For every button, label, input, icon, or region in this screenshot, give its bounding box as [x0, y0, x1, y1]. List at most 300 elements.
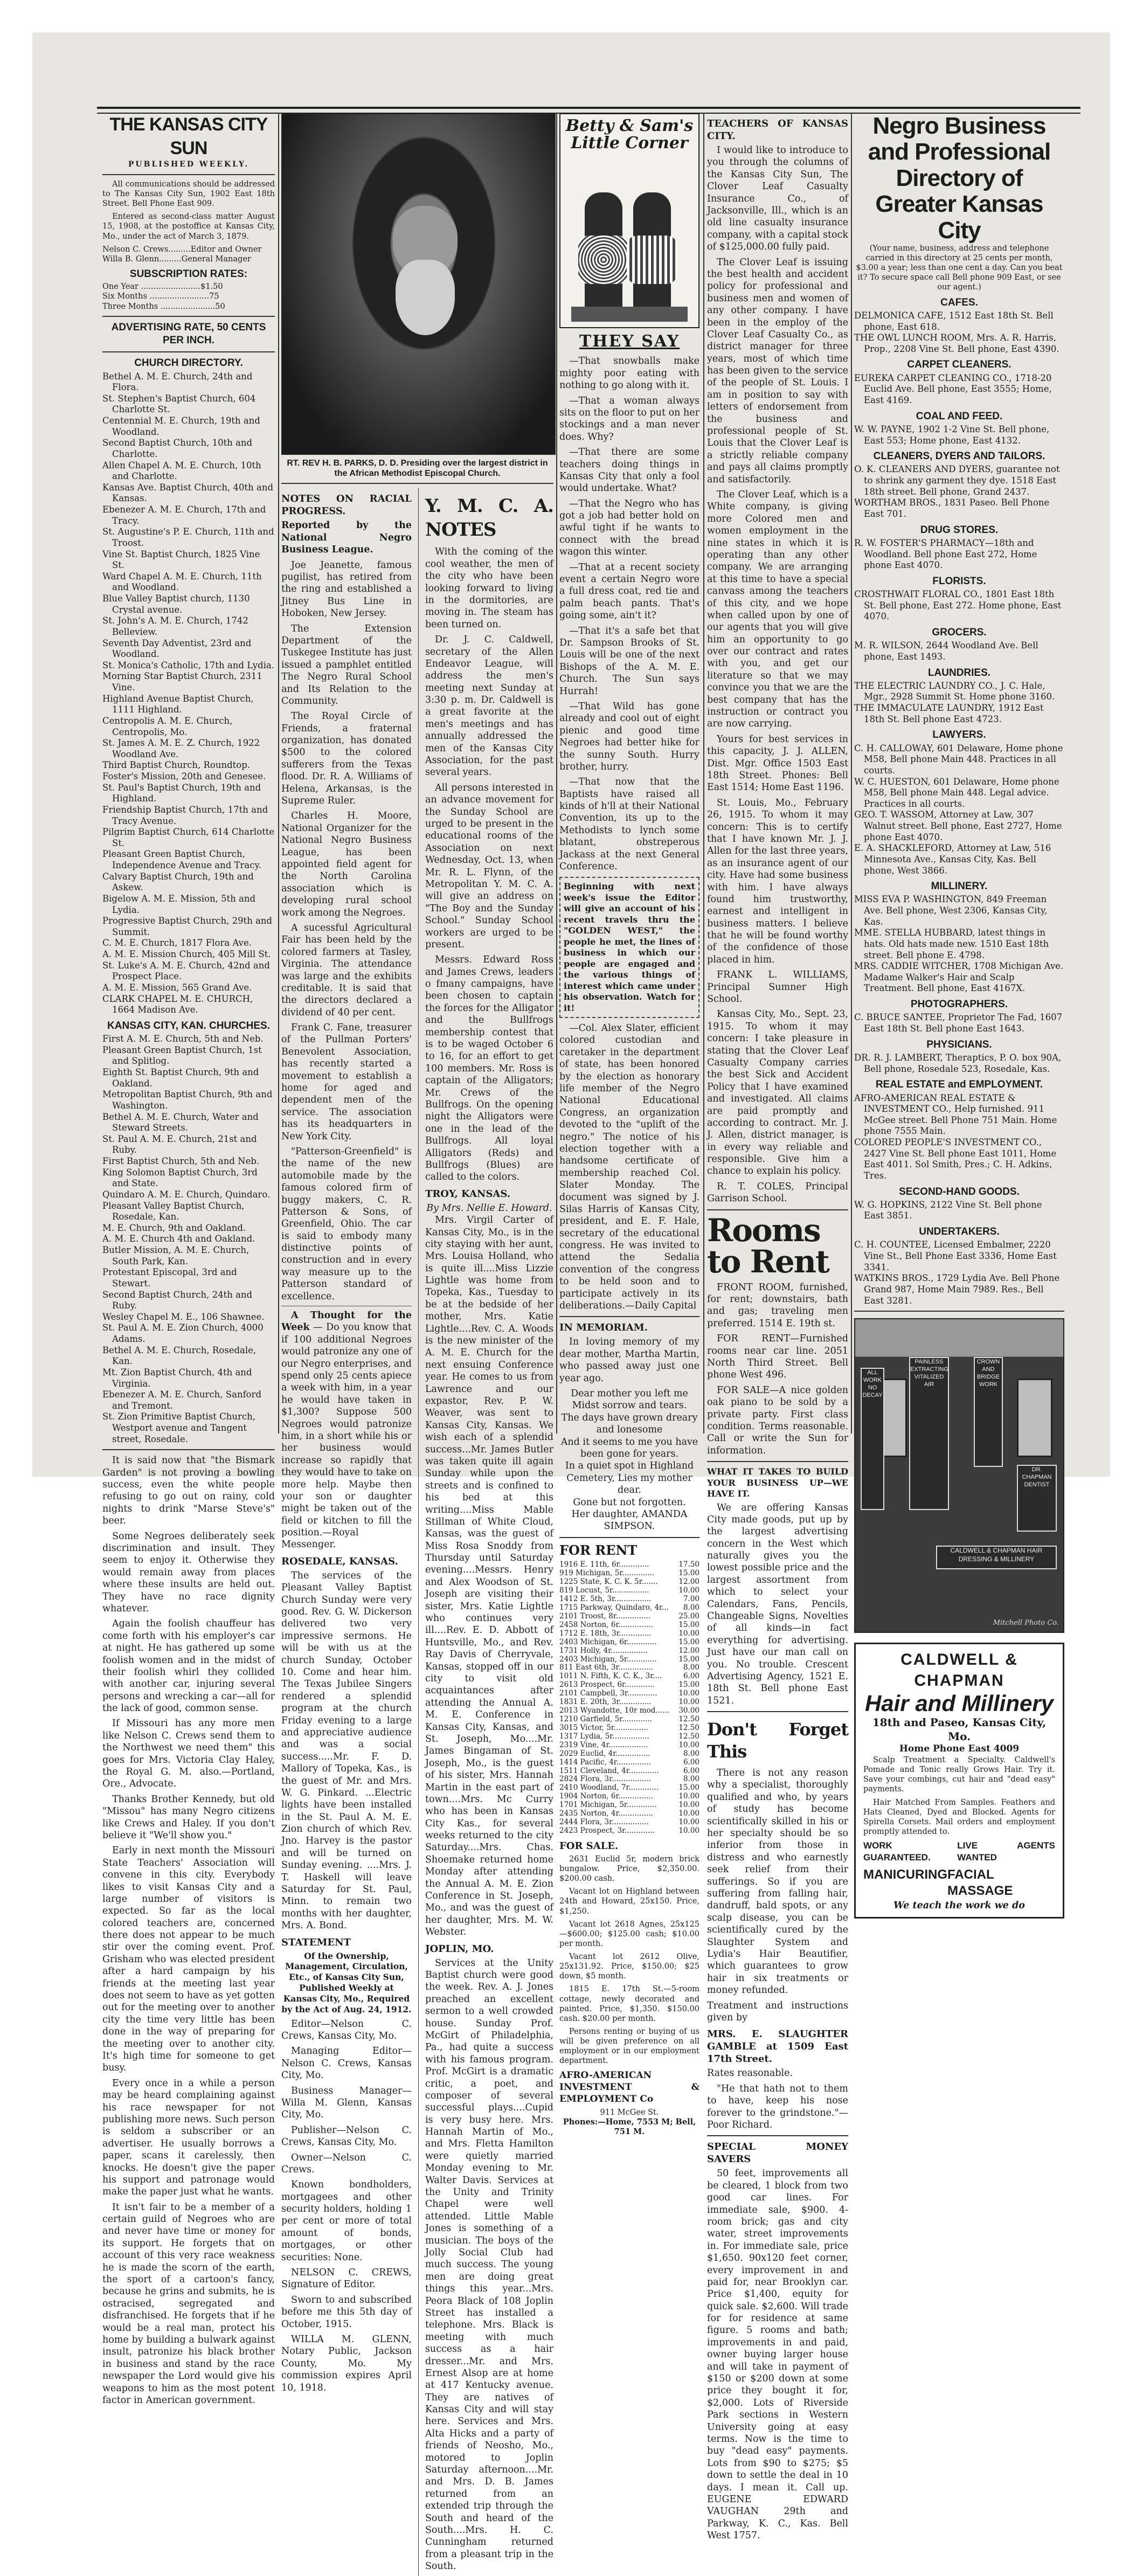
for-sale-item: Vacant lot 2618 Agnes, 25x125—$600.00; $125.00 cash; $10.00 per month.: [559, 1920, 699, 1948]
rent-address: 1831 E. 20th, 3r..............: [559, 1698, 652, 1707]
statement-line: Business Manager—Willa M. Glenn, Kansas City, Mo.: [281, 2085, 412, 2121]
thought-text: A Thought for the Week — Do you know that if 100 additional Negroes would patronize any one of our Negro enterprises, and spend only 25 cents apiece a week with him, in a year he would have taken in $1,300? Suppose 500 Negroes would patronize him, in a short while his or her business would increase so rapidly that they would have to take on more help. Maybe then your son or daughter might be taken out of the field or kitchen to fill the position.—Royal Messenger.: [281, 1310, 412, 1550]
ad-line: Hair and Millinery: [864, 1690, 1054, 1716]
statement-list: [281, 2018, 412, 2394]
church-entry: Pleasant Green Baptist Church, 1st and Splitlog.: [102, 1044, 262, 1067]
church-entry: Seventh Day Adventist, 23rd and Woodland.: [102, 638, 252, 660]
church-entry: Vine St. Baptist Church, 1825 Vine St.: [102, 549, 260, 571]
memoriam-heading: IN MEMORIAM.: [559, 1322, 648, 1334]
directory-category: REAL ESTATE and EMPLOYMENT.: [875, 1079, 1043, 1091]
divider: [559, 1537, 699, 1538]
rent-price: 12.50: [678, 1732, 699, 1741]
dont-forget-text: There is not any reason why a specialist, thoroughly qualified and who, by years of study has become scientifically skilled in his or her specialty should be so inferior from those in distress and who earnestly seek relief from their sufferings. So if you are suffering from falling hair, dandruff, bald spots, or any scalp disease, you can be scientifically cured by the Slaughter System and Lydia's Hair Beautifier, which guarantees to grow hair in six treatments or money refunded.: [707, 1768, 848, 1996]
rent-row: [559, 1715, 699, 1724]
ad-text-2: Hair Matched From Samples. Feathers and Hats Cleaned, Dyed and Blocked. Agents for Spirella Corsets. Mail orders and employment promptly attended to.: [863, 1798, 1055, 1836]
rent-row: [559, 1792, 699, 1801]
statement-heading: STATEMENT: [281, 1936, 351, 1948]
teachers-paragraph: R. T. COLES, Principal Garrison School.: [707, 1181, 848, 1204]
rent-price: 8.00: [683, 1663, 699, 1672]
rent-price: 15.00: [678, 1637, 699, 1646]
for-sale-heading: FOR SALE.: [559, 1840, 619, 1852]
rooms-heading: Rooms to Rent: [707, 1211, 829, 1280]
room-listing: FRONT ROOM, furnished, for rent; downstairs, bath and gas; traveling men preferred. 1514 E. 19th st.: [707, 1282, 848, 1329]
ad-agents: LIVE AGENTS WANTED: [957, 1840, 1055, 1862]
directory-entry: MISS EVA P. WASHINGTON, 849 Freeman Ave. Bell phone, West 2306, Kansas City, Kas.: [854, 894, 1048, 927]
rate-3: Three Months ......................50: [102, 302, 225, 311]
church-entry: St. Stephen's Baptist Church, 604 Charlotte St.: [102, 393, 256, 415]
rent-row: [559, 1630, 699, 1638]
church-entry: A. M. E. Mission Church, 405 Mill St.: [102, 949, 271, 960]
column-rule: [703, 113, 704, 1434]
they-say-heading: THEY SAY: [579, 332, 680, 351]
divider: [854, 1311, 1064, 1312]
masthead-title: THE KANSAS CITY SUN: [109, 114, 268, 158]
teachers-paragraph: FRANK L. WILLIAMS, Principal Sumner High School.: [707, 970, 848, 1005]
rent-address: 2029 Euclid, 4r...............: [559, 1749, 650, 1758]
ad-row: [863, 1840, 1055, 1864]
statement-sub: Of the Ownership, Management, Circulation, Etc., of Kansas City Sun, Published Weekly at Kansas City, Mo., Required by the Act of Aug. 24, 1912.: [281, 1950, 412, 2014]
church-entry: Foster's Mission, 20th and Genesee.: [102, 771, 266, 782]
directory-entry: WATKINS BROS., 1729 Lydia Ave. Bell Phone Grand 987, Home Main 7989. Res., Bell East 3281.: [854, 1273, 1060, 1306]
divider: [102, 351, 275, 352]
they-say-item: —That now that the Baptists have raised all kinds of h'll at their National Convention, its up to the Methodists to lynch some blatant, obstreperous Jackass at the next General Conference.: [559, 777, 699, 872]
directory-entry: MRS. CADDIE WITCHER, 1708 Michigan Ave. Madame Walker's Hair and Scalp Treatment. Bell phone, East 4167X.: [854, 961, 1064, 994]
storefront-sign: CALDWELL & CHAPMAN HAIR DRESSING & MILLINERY: [936, 1546, 1057, 1569]
church-entry: Pleasant Green Baptist Church, Independence Avenue and Tracy.: [102, 849, 261, 871]
ad-phone: Home Phone East 4009: [899, 1743, 1020, 1755]
rent-address: 2435 Norton, 4r...............: [559, 1809, 653, 1818]
rent-price: 6.00: [683, 1766, 699, 1775]
ad-guarantee: WORK GUARANTEED.: [863, 1840, 931, 1862]
ad-manicuring: MANICURING: [863, 1867, 947, 1882]
notes-paragraph: The Extension Department of the Tuskegee Institute has just issued a pamphlet entitled The Negro Rural School and Its Relation to the Community.: [281, 623, 412, 707]
poor-richard-quote: "He that hath not to them to have, keep his nose forever to the grindstone."—Poor Richard.: [707, 2083, 848, 2130]
rosedale-text: The services of the Pleasant Valley Baptist Church Sunday were very good. Rev. G. W. Dickerson delivered two very impressive sermons. He will be with us at the church Sunday, October 10. Come and hear him. The Texas Jubilee Singers rendered a splendid program at the church Friday evening to a large and appreciative audience and was a social success.....Mr. F. D. Mallory of Topeka, Kas., is the guest of Mr. and Mrs. W. G. Pinkard. ...Electric lights have been installed in the St. Paul A. M. E. Zion church of which Rev. Jno. Harvey is the pastor and will be turned on Sunday evening. ....Mrs. J. T. Haskell will leave Saturday for St. Paul, Minn. to remain two months with her daughter, Mrs. A. Bond.: [281, 1570, 412, 1931]
column-rule: [556, 113, 557, 1434]
they-say-item: —That snowballs make mighty poor eating with nothing to go along with it.: [559, 356, 699, 391]
divider: [102, 174, 275, 175]
divider: [707, 1209, 848, 1210]
cartoon-boy: [633, 192, 671, 311]
church-entry: C. M. E. Church, 1817 Flora Ave.: [102, 938, 252, 948]
church-entry: Ebenezer A. M. E. Church, Sanford and Tremont.: [102, 1389, 262, 1411]
ad-text: Scalp Treatment a Specialty. Caldwell's Pomade and Tonic really Grows Hair. Try it. Save your combings, cut hair and "dead easy" payments.: [863, 1756, 1055, 1794]
rent-address: 2013 Wyandotte, 10r mod......: [559, 1706, 670, 1715]
rent-address: 819 Locust, 5r................: [559, 1586, 649, 1595]
dentist-sign: CROWN AND BRIDGE WORK: [974, 1357, 1003, 1467]
church-entry: Metropolitan Baptist Church, 9th and Washington.: [102, 1089, 273, 1111]
church-entry: Second Baptist Church, 10th and Charlotte.: [102, 438, 253, 459]
they-say-item: —That the Negro who has got a job had better hold on awful tight if he wants to connect with the bread wagon this winter.: [559, 498, 699, 558]
for-rent-heading: FOR RENT: [559, 1542, 638, 1558]
church-entry: Calvary Baptist Church, 19th and Askew.: [102, 871, 254, 893]
thought-body: Do you know that if 100 additional Negroes would patronize any one of our Negro enterprises, and spend only 25 cents apiece a week with him, in a year he would have taken in $1,300? Suppose 500 Negroes would patronize him, in a short while his or her business would increase so rapidly that they would have to take on more help. Maybe then your son or daughter might be taken out of the field or kitchen to fill the position.—Royal Messenger.: [281, 1322, 412, 1550]
rent-row: [559, 1656, 699, 1664]
column-3: [559, 113, 699, 2137]
church-entry: Progressive Baptist Church, 29th and Summit.: [102, 916, 273, 937]
church-entry: St. James A. M. E. Z. Church, 1922 Woodland Ave.: [102, 738, 260, 759]
rent-address: 1511 Cleveland, 4r.............: [559, 1766, 659, 1775]
notes-paragraph: The Royal Circle of Friends, a fraternal organization, has donated $500 to the colored sufferers from the Texas flood. Dr. R. A. Williams of Helena, Arkansas, is the Supreme Ruler.: [281, 711, 412, 807]
directory-category: UNDERTAKERS.: [919, 1226, 1000, 1238]
they-say-item: —That Wild has gone already and cool out of eight pienic and good time Negroes had better hike for the sunny South. Hurry brother, hurry.: [559, 701, 699, 772]
directory-category: CLEANERS, DYERS AND TAILORS.: [873, 451, 1045, 462]
divider: [559, 1316, 699, 1317]
rent-address: 811 East 6th, 3r...............: [559, 1663, 653, 1672]
column-4: [707, 113, 848, 2545]
rent-row: [559, 1578, 699, 1587]
rent-row: [559, 1750, 699, 1758]
directory-category: GROCERS.: [932, 626, 987, 638]
divider: [102, 1449, 275, 1450]
ymca-paragraph: Dr. J. C. Caldwell, secretary of the Allen Endeavor League, will address the men's meeting next Sunday at 3:30 p. m. Dr. Caldwell is a great favorite at the men's meetings and has annually addressed the men of the Kansas City Association, for the past several years.: [425, 634, 553, 778]
thought-heading: A Thought for the Week: [281, 1310, 412, 1333]
building-window: [1017, 1379, 1052, 1457]
rent-price: 10.00: [678, 1629, 699, 1638]
church-entry: Bethel A. M. E. Church, 24th and Flora.: [102, 371, 253, 393]
church-entry: Pilgrim Baptist Church, 614 Charlotte St.: [102, 827, 275, 848]
rent-price: 10.00: [678, 1740, 699, 1749]
directory-entry: C. BRUCE SANTEE, Proprietor The Fad, 1607 East 18th St. Bell phone East 1643.: [854, 1012, 1063, 1034]
photo-credit: Mitchell Photo Co.: [993, 1618, 1059, 1627]
portrait-caption: RT. REV H. B. PARKS, D. D. Presiding over the largest district in the African Methodist Episcopal Church.: [287, 459, 548, 479]
rent-address: 1225 State, K. C. K. 5r.......: [559, 1577, 658, 1587]
rent-price: 8.00: [683, 1603, 699, 1612]
church-entry: St. Paul A. M. E. Church, 21st and Ruby.: [102, 1133, 257, 1155]
rent-price: 10.00: [678, 1826, 699, 1835]
church-entry: A. M. E. Church 4th and Oakland.: [102, 1234, 255, 1244]
company-phones: Phones:—Home, 7553 M; Bell, 751 M.: [563, 2117, 696, 2136]
rent-row: [559, 1724, 699, 1733]
portrait-photo: [281, 113, 556, 455]
directory-entry: C. H. COUNTEE, Licensed Embalmer, 2220 Vine St., Bell Phone East 3336, Home East 3341.: [854, 1239, 1057, 1272]
notes-paragraph: Charles H. Moore, National Organizer for the National Negro Business League, has been appointed field agent for the North Carolina association which is developing rural school work among the Negroes.: [281, 811, 412, 918]
divider: [707, 1461, 848, 1462]
rent-price: 10.00: [678, 1801, 699, 1810]
memoriam-text: In loving memory of my dear mother, Martha Martin, who passed away just one year ago.: [559, 1337, 699, 1384]
treatment-line: Treatment and instructions given by: [707, 2000, 848, 2023]
rent-address: 1916 E. 11th, 6r.............: [559, 1560, 649, 1569]
rent-address: 2403 Michigan, 5r.............: [559, 1654, 657, 1664]
church-entry: St. Augustine's P. E. Church, 11th and Troost.: [102, 527, 274, 548]
cartoon-girl: [585, 192, 622, 311]
money-savers-text: 50 feet, improvements all be cleared, 1 block from two good car lines. For immediate sale, $900. 4-room brick; gas and city water, street improvements in. For immediate sale, price $1,650. 90x120 feet corner, every improvement in and paid for, near Brooklyn car. Price $1,400, equity for quick sale. $2,600. Will trade for for residence at same figure. 5 rooms and bath; improvements in and paid, owner buying larger house and will take in payment of $150 or $200 down at some price they bought it for, $2,000. Lots of Riverside Park sections in Western University going at easy terms. Now is the time to buy "dead easy" payments. Lots from $90 to $275; $5 down to settle the deal in 10 days. I mean it. Call up. EUGENE EDWARD VAUGHAN 29th and Parkway, K. C., Kas. Bell West 1757.: [707, 2168, 848, 2542]
newspaper-page: [32, 32, 1110, 2572]
church-entry: Blue Valley Baptist church, 1130 Crystal avenue.: [102, 593, 250, 615]
rent-price: 6.00: [683, 1672, 699, 1681]
rent-address: 1414 Pacific, 4r...............: [559, 1757, 652, 1767]
rent-row: [559, 1681, 699, 1689]
notes-paragraph: "Patterson-Greenfield" is the name of the new automobile made by the famous colored firm of buggy makers, C. R. Patterson & Sons, of Greenfield, Ohio. The car is said to embody many distinctive points of construction and in every way measure up to the Patterson standard of excellence.: [281, 1146, 412, 1302]
church-entry: St. Paul A. M. E. Zion Church, 4000 Adams.: [102, 1322, 264, 1344]
for-sale-item: 2631 Euclid 5r, modern brick bungalow. Price, $2,350.00. $200.00 cash.: [559, 1854, 699, 1883]
rent-price: 10.00: [678, 1698, 699, 1707]
rent-row: [559, 1638, 699, 1647]
for-sale-item: Persons renting or buying of us will be given preference on all employment or in our employment department.: [559, 2027, 699, 2066]
rent-price: 12.50: [678, 1723, 699, 1732]
directory-category: FLORISTS.: [932, 575, 986, 587]
directory-entry: DR. R. J. LAMBERT, Theraptics, P. O. box 90A, Bell phone, Rosedale 523, Rosedale, Kas.: [854, 1052, 1062, 1074]
rent-row: [559, 1561, 699, 1569]
masthead-editor: Nelson C. Crews.........Editor and Owner: [102, 245, 262, 254]
rent-price: 10.00: [678, 1818, 699, 1827]
directory-category: CAFES.: [940, 296, 978, 308]
memoriam-poem: [559, 1388, 699, 1533]
directory-entry: EUREKA CARPET CLEANING CO., 1718-20 Euclid Ave. Bell phone, East 3555; Home, East 4169.: [854, 372, 1052, 405]
teachers-paragraph: I would like to introduce to you through the columns of the Kansas City Sun, The Clover Leaf Casualty Insurance Co., of Jacksonville, Ill., which is an old line casualty insurance company, with a capital stock of $125,000.00 fully paid.: [707, 145, 848, 253]
they-say-item: —That there are some teachers doing things in Kansas City that only a fool would undertake. What?: [559, 447, 699, 494]
golden-west-notice: Beginning with next week's issue the Editor will give an account of his recent travels thru the "GOLDEN WEST," the people he met, the lines of business in which our people are engaged and the various things of interest which came under his observation. Watch for it!: [559, 877, 699, 1018]
directory-entry: AFRO-AMERICAN REAL ESTATE & INVESTMENT CO., Help furnished. 911 McGee street. Bell Phone 751 Main. Home phone 7555 Main.: [854, 1092, 1057, 1137]
teachers-paragraph: Kansas City, Mo., Sept. 23, 1915. To whom it may concern: I take pleasure in stating that the Clover Leaf Casualty Company carries the best Sick and Accident Policy that I have examined and investigated. All claims are paid promptly and according to contract. Mr. J. J. Allen, district manager, is in every way reliable and responsible. Give him a chance to explain his policy.: [707, 1009, 848, 1177]
church-entry: First Baptist Church, 5th and Neb.: [102, 1156, 260, 1166]
rent-row: [559, 1775, 699, 1784]
column-2: [281, 113, 553, 2576]
for-rent-list: [559, 1561, 699, 1836]
rent-price: 7.00: [683, 1595, 699, 1604]
rent-row: [559, 1647, 699, 1656]
rent-price: 10.00: [678, 1792, 699, 1801]
statement-line: Sworn to and subscribed before me this 5th day of October, 1915.: [281, 2294, 412, 2330]
rent-address: 2444 Flora, 3r................: [559, 1818, 649, 1827]
editorial-paragraph: Again the foolish chauffeur has come forth with his employer's car at night. He has gathered up some foolish women and in the midst of their foolish whirl they collided with another car, injuring several persons and wrecking a car—all for the lack of good, common sense.: [102, 1618, 275, 1714]
masthead-info: All communications should be addressed to The Kansas City Sun, 1902 East 18th Street. Bell Phone East 909.: [102, 179, 275, 209]
rent-row: [559, 1587, 699, 1595]
dentist-sign: PAINLESS EXTRACTING VITALIZED AIR: [909, 1357, 949, 1510]
column-2-split: [281, 488, 553, 2575]
rent-row: [559, 1621, 699, 1630]
church-entry: St. Paul's Baptist Church, 19th and Highland.: [102, 782, 261, 804]
rent-address: 1210 Garfield, 5r.............: [559, 1715, 652, 1723]
poem-line: Midst sorrow and tears.: [572, 1400, 687, 1411]
church-entry: Centennial M. E. Church, 19th and Woodland.: [102, 416, 260, 437]
portrait-beard: [396, 260, 455, 335]
editorial-paragraph: If Missouri has any more men like Nelson C. Crews send them to the Northwest we need them" this goes for Mrs. Victoria Clay Haley, the Royal G. M. also.—Portland, Ore., Advocate.: [102, 1718, 275, 1790]
they-say-item: —That it's a safe bet that Dr. Sampson Brooks of St. Louis will be one of the next Bishops of the A. M. E. Church. The Sun says Hurrah!: [559, 625, 699, 697]
church-entry: Bethel A. M. E. Church, Rosedale, Kan.: [102, 1345, 257, 1367]
rent-address: 3015 Victor, 5r...............: [559, 1723, 649, 1732]
directory-note: (Your name, business, address and telephone carried in this directory at 25 cents per month, $3.00 a year; less than one cent a day. Can you beat it? To secure space call Bell phone 909 East, or see our agent.): [856, 244, 1063, 292]
poem-line: Her daughter, AMANDA SIMPSON.: [571, 1508, 688, 1532]
church-entry: Ebenezer A. M. E. Church, 17th and Tracy.: [102, 504, 266, 526]
cartoon-bench: [571, 307, 688, 322]
rent-address: 1904 Norton, 6r...............: [559, 1792, 653, 1801]
directory-list: [854, 296, 1064, 1307]
rent-price: 10.00: [678, 1689, 699, 1698]
rent-address: 1712 E. 18th, 3r..............: [559, 1629, 652, 1638]
rent-price: 15.00: [678, 1680, 699, 1689]
for-sale-item: 1815 E. 17th St.—5-room cottage, newly decorated and painted. Price, $1,350. $150.00 cash. $20.00 per month.: [559, 1985, 699, 2023]
church-entry: Wesley Chapel M. E., 106 Shawnee.: [102, 1311, 265, 1322]
church-entry: Friendship Baptist Church, 17th and Tracy Avenue.: [102, 804, 268, 826]
rent-address: 2824 Flora, 3r.................: [559, 1775, 652, 1784]
dentist-sign: ALL WORK NO DECAY: [861, 1368, 884, 1510]
ymca-column: [425, 488, 553, 2575]
rent-address: 919 Michigan, 5r..............: [559, 1569, 655, 1578]
church-entry: St. Zion Primitive Baptist Church, Westport avenue and Tangent street, Rosedale.: [102, 1411, 256, 1444]
for-sale-item: Vacant lot 2612 Olive, 25x131.92. Price, $150.00; $25 down, $5 month.: [559, 1952, 699, 1981]
divider: [707, 2135, 848, 2136]
slaughter-gamble: MRS. E. SLAUGHTER GAMBLE at 1509 East 17th Street.: [707, 2028, 848, 2065]
directory-entry: WORTHAM BROS., 1831 Paseo. Bell Phone East 701.: [854, 497, 1050, 519]
rent-price: 17.50: [678, 1560, 699, 1569]
rate-2: Six Months ........................75: [102, 292, 219, 301]
ad-row-services: [863, 1867, 1055, 1900]
what-it-takes-heading: WHAT IT TAKES TO BUILD YOUR BUSINESS UP—WE HAVE IT.: [707, 1466, 848, 1499]
statement-line: Editor—Nelson C. Crews, Kansas City, Mo.: [281, 2018, 412, 2041]
they-say-item: —That a woman always sits on the floor to put on her stockings and a man never does. Why?: [559, 395, 699, 442]
rent-price: 6.00: [683, 1757, 699, 1767]
directory-category: SECOND-HAND GOODS.: [899, 1186, 1020, 1197]
rent-price: 8.00: [683, 1749, 699, 1758]
column-1: [102, 113, 275, 2409]
ad-name: CALDWELL & CHAPMAN: [900, 1651, 1018, 1689]
rent-row: [559, 1698, 699, 1707]
rent-address: 1412 E. 5th, 3r................: [559, 1595, 652, 1604]
rent-address: 1715 Parkway, Quindaro, 4r...: [559, 1603, 669, 1612]
rosedale-heading: ROSEDALE, KANSAS.: [281, 1555, 398, 1567]
teachers-paragraphs: [707, 144, 848, 1205]
directory-entry: GEO. T. WASSOM, Attorney at Law, 307 Walnut street. Bell phone, East 2727, Home phone East 4070.: [854, 809, 1062, 842]
afro-american-company: AFRO-AMERICAN INVESTMENT & EMPLOYMENT Co: [559, 2070, 699, 2104]
directory-entry: CROSTHWAIT FLORAL CO., 1801 East 18th St. Bell phone, East 272. Home phone, East 4070.: [854, 589, 1062, 622]
rent-row: [559, 1767, 699, 1776]
slater-text: —Col. Alex Slater, efficient colored custodian and caretaker in the department of state, has been honored by the election as honorary life member of the Negro National Educational Congress, an organization devoted to the "uplift of the negro." The notice of his election together with a handsome certificate of membership reached Col. Slater Monday. The document was signed by J. Silas Harris of Kansas City, president, and E. F. Hale, secretary of the educational congress. He was invited to attend the Sedalia convention of the congress to be held soon and to participate actively in its deliberations.—Daily Capital: [559, 1023, 699, 1312]
directory-category: LAWYERS.: [932, 729, 986, 741]
directory-entry: M. R. WILSON, 2644 Woodland Ave. Bell phone, East 1493.: [854, 640, 1038, 662]
directory-category: CARPET CLEANERS.: [907, 359, 1012, 371]
rent-row: [559, 1741, 699, 1750]
editorial-paragraph: It is said now that "the Bismark Garden" is not proving a bowling success, even the white people refusing to go out on rainy, cold nights to drink "Marse Steve's" beer.: [102, 1455, 275, 1527]
directory-entry: THE ELECTRIC LAUNDRY CO., J. C. Hale, Mgr., 2928 Summit St. Home phone 3160.: [854, 680, 1055, 702]
directory-entry: COLORED PEOPLE'S INVESTMENT CO., 2427 Vine St. Bell phone East 1011, Home East 4011. Sol Smith, Pres.; C. H. Adkins, Tres.: [854, 1137, 1057, 1181]
rent-row: [559, 1612, 699, 1621]
divider: [102, 316, 275, 317]
notes-paragraph: Frank C. Fane, treasurer of the Pullman Porters' Benevolent Association, has recently started a movement to establish a home for aged and dependent men of the service. The association has its headquarters in New York City.: [281, 1022, 412, 1142]
ymca-heading: Y. M. C. A. NOTES: [425, 495, 553, 541]
church-entry: Morning Star Baptist Church, 2311 Vine.: [102, 671, 262, 693]
statement-line: Owner—Nelson C. Crews.: [281, 2152, 412, 2175]
rent-price: 30.00: [678, 1706, 699, 1715]
rate-1: One Year ........................$1.50: [102, 282, 223, 292]
dont-forget-heading: Don't Forget This: [707, 1719, 848, 1762]
directory-entry: C. H. CALLOWAY, 601 Delaware, Home phone M58, Bell phone Main 448. Practices in all courts.: [854, 743, 1063, 775]
directory-entry: W. G. HOPKINS, 2122 Vine St. Bell phone East 3851.: [854, 1199, 1042, 1221]
rent-price: 15.00: [678, 1783, 699, 1792]
rent-price: 10.00: [678, 1809, 699, 1818]
divider: [281, 483, 553, 484]
rent-row: [559, 1604, 699, 1612]
rent-price: 10.00: [678, 1586, 699, 1595]
editorial-paragraphs: [102, 1455, 275, 2406]
rent-address: 2458 Norton, 6r...............: [559, 1620, 653, 1629]
cartoon-title: Betty & Sam's Little Corner: [565, 116, 694, 153]
storefront-photo: [854, 1318, 1064, 1633]
directory-entry: O. K. CLEANERS AND DYERS, guarantee not to shrink any garment they dye. 1518 East 18th street. Bell phone, Grand 2437.: [854, 464, 1060, 497]
they-say-items: [559, 355, 699, 872]
teachers-paragraph: St. Louis, Mo., February 26, 1915. To whom it may concern: This is to certify that I have known Mr. J. J. Allen for the last three years, as an insurance agent of our city. Have had some business with him. I have always found him trustworthy, earnest and intelligent in business matters. I believe that he will be found worthy of the confidence of those placed in him.: [707, 797, 848, 965]
church-entry: St. Luke's A. M. E. Church, 42nd and Prospect Place.: [102, 960, 270, 982]
money-savers-heading: SPECIAL MONEY SAVERS: [707, 2141, 848, 2165]
rent-row: [559, 1758, 699, 1767]
directory-entry: THE IMMACULATE LAUNDRY, 1912 East 18th St. Bell phone East 4723.: [854, 703, 1044, 724]
rent-row: [559, 1818, 699, 1827]
notes-paragraphs: [281, 559, 412, 1303]
editorial-paragraph: Early in next month the Missouri State Teachers' Association will convene in this city. Everybody likes to visit Kansas City and a large number of visitors is expected. So far as the local colored teachers are, concerned there does not appear to be much stir over the coming event. Prof. Grisham who was elected president after a hard campaign by his friends at the meeting last year does not seem to have as yet gotten out for the meeting over to another city the time very little has been done in the way of preparing for the meeting over to another city. It's high time for someone to get busy.: [102, 1845, 275, 2074]
troy-text: Mrs. Virgil Carter of Kansas City, Mo., is in the city staying with her aunt, Mrs. Louisa Holland, who is quite ill....Miss Lizzie Lightle was home from Topeka, Kas., Tuesday to be at the bedside of her mother, Mrs. Katie Lightle....Rev. C. A. Woods is the new minister of the A. M. E. Church for the next ensuing Conference year. He comes to us from Lawrence and our expastor, Rev. P. W. Weaver, was sent to Kansas City, Kansas. We wish each of a splendid success...Mr. James Butler was taken quite ill again Sunday while upon the streets and is confined to his bed at this writing....Miss Mable Stillman of White Cloud, Kansas, was the guest of Miss Rosa Snoddy from Thursday until Saturday evening....Messrs. Henry and Alex Woodson of St. Joseph are visiting their sister, Mrs. Katie Lightle who continues very ill....Rev. E. D. Abbott of Huntsville, Mo., and Rev. Ray Davis of Cherryvale, Kansas, stopped off in our city to visit old acquaintances after attending the Annual A. M. E. Conference in Kansas City, Kansas, and St. Joseph, Mo....Mr. James Bingaman of St. Joseph, Mo., is the guest of his sister, Mrs. Hannah Martin in the east part of town....Mrs. Mc Curry who has been in Kansas City Kas., for several weeks returned to the city Saturday....Mrs. Chas. Shoemake returned home Monday after attending the Annual A. M. E. Zion Conference in St. Joseph, Mo., and was the guest of her daughter, Mrs. M. W. Webster.: [425, 1215, 553, 1938]
church-entry: Butler Mission, A. M. E. Church, South Park, Kan.: [102, 1245, 250, 1266]
rent-row: [559, 1569, 699, 1578]
church-entry: St. Monica's Catholic, 17th and Lydia.: [102, 660, 275, 670]
teachers-heading: TEACHERS OF KANSAS CITY.: [707, 118, 848, 142]
subscription-heading: SUBSCRIPTION RATES:: [129, 268, 248, 280]
troy-byline: By Mrs. Nellie E. Howard.: [426, 1202, 552, 1214]
church-entry: King Solomon Baptist Church, 3rd and State.: [102, 1167, 258, 1189]
teachers-paragraph: The Clover Leaf is issuing the best health and accident policy for professional and business men and women of any other company. I have been in the employ of the Clover Leaf Casualty Co., as district manager for three years, most of which time has been given to the service of the people of St. Louis. I am in position to say with letters of endorsement from the business and professional people of St. Louis that the Clover Leaf is a strictly reliable company and pays all claims promptly and satisfactorily.: [707, 257, 848, 485]
notes-intro: Reported by the National Negro Business League.: [281, 520, 412, 556]
directory-category: LAUNDRIES.: [927, 667, 991, 678]
teachers-paragraph: The Clover Leaf, which is a White company, is giving more Colored men and women employment in the nine states in which it is operating than any other company. We are arranging at this time to have a special canvass among the teachers of this city, and we hope when called upon by one of our agents that you will give him an opportunity to go over our contract and rates with you, and get our literature so that we may convince you that we are the best company that has the instruction or contract you are now carrying.: [707, 489, 848, 730]
column-rule: [278, 113, 279, 1434]
notes-paragraph: A sucessful Agricultural Fair has been held by the colored farmers at Tasley, Virginia. The attendance was large and the exhibits creditable. It is said that the directors declared a dividend of 40 per cent.: [281, 922, 412, 1018]
editorial-paragraph: It isn't fair to be a member of a certain guild of Negroes who are and never have time or money for its support. He forgets that on account of this very race weakness he is made the scorn of the earth, the sport of a cartoon's fancy, because he grins and submits, he is ostracised, segregated and disfranchised. He forgets that if he would be a real man, protect his home by building a bulwark against insult, patronize his black brother in business and stand by the race newspaper the Lord would give his weapons to him as the most potent factor in American government.: [102, 2201, 275, 2406]
rent-address: 2423 Prospect, 3r.............: [559, 1826, 655, 1835]
divider: [707, 1711, 848, 1712]
rent-row: [559, 1672, 699, 1681]
rent-address: 2319 Vine, 4r.................: [559, 1740, 648, 1749]
column-rule: [851, 113, 852, 1434]
statement-line: NELSON C. CREWS, Signature of Editor.: [281, 2267, 412, 2290]
notes-column: [281, 488, 412, 2575]
poem-line: Dear mother you left me: [571, 1388, 688, 1399]
kck-church-list: [102, 1034, 275, 1445]
rent-address: 2613 Prospect, 6r.............: [559, 1680, 655, 1689]
rent-row: [559, 1733, 699, 1741]
masthead-mail: Entered as second-class matter August 15, 1908, at the postoffice at Kansas City, Mo., under the act of March 3, 1879.: [102, 212, 275, 241]
directory-category: PHOTOGRAPHERS.: [910, 999, 1008, 1010]
church-entry: First A. M. E. Church, 5th and Neb.: [102, 1034, 264, 1044]
rent-price: 12.00: [678, 1577, 699, 1587]
masthead-manager: Willa B. Glenn.........General Manager: [102, 254, 251, 264]
what-it-takes-text: We are offering Kansas City made goods, put up by the largest advertising concern in the West which naturally gives you the lowest possible price and the largest assortment from which to select your Calendars, Fans, Pencils, Changeable Signs, Novelties of all kinds—in fact everything for advertising. Just have our man call on you. No trouble. Crescent Advertising Agency, 1521 E. 18th St. Bell phone East 1521.: [707, 1502, 848, 1706]
directory-entry: W. C. HUESTON, 601 Delaware, Home phone M58, Bell phone Main 448. Legal advice. Practices in all courts.: [854, 776, 1059, 809]
for-sale-list: [559, 1854, 699, 2066]
rent-address: 2101 Campbell, 3r.............: [559, 1689, 657, 1698]
notes-heading: NOTES ON RACIAL PROGRESS.: [281, 493, 412, 517]
church-entry: M. E. Church, 9th and Oakland.: [102, 1222, 246, 1233]
rent-address: 1317 Lydia, 5r................: [559, 1732, 649, 1741]
rent-row: [559, 1595, 699, 1604]
editorial-paragraph: Some Negroes deliberately seek discrimination and insult. They seem to enjoy it. Otherwise they would remain away from places where these insults are held out. They have no race dignity whatever.: [102, 1531, 275, 1614]
rent-price: 12.00: [678, 1646, 699, 1655]
ad-facial: FACIAL MASSAGE: [947, 1867, 1013, 1899]
joplin-heading: JOPLIN, MO.: [425, 1943, 494, 1955]
church-entry: Eighth St. Baptist Church, 9th and Oakland.: [102, 1067, 259, 1089]
ymca-paragraph: All persons interested in an advance movement for the Sunday School are urged to be present in the educational rooms of the Association on next Wednesday, Oct. 13, when Mr. R. L. Flynn, of the Metropolitan Y. M. C. A. will give an address on "The Boy and the Sunday School." Sunday School workers are urged to be present.: [425, 782, 553, 950]
poem-line: The days have grown dreary and lonesome: [561, 1412, 698, 1436]
church-entry: Bigelow A. M. E. Mission, 5th and Lydia.: [102, 893, 256, 915]
kck-churches-heading: KANSAS CITY, KAN. CHURCHES.: [107, 1020, 270, 1031]
rent-address: 2410 Woodland, 7r.............: [559, 1783, 659, 1792]
ad-teach: We teach the work we do: [893, 1900, 1025, 1911]
church-entry: Quindaro A. M. E. Church, Quindaro.: [102, 1189, 271, 1200]
church-entry: A. M. E. Mission, 565 Grand Ave.: [102, 982, 252, 993]
rent-address: 1701 Michigan, 5r.............: [559, 1801, 657, 1810]
directory-entry: E. A. SHACKLEFORD, Attorney at Law, 516 Minnesota Ave., Kansas City, Kas. Bell phone, West 3866.: [854, 843, 1051, 876]
church-entry: Highland Avenue Baptist Church, 1111 Highland.: [102, 693, 254, 715]
room-listing: FOR SALE—A nice golden oak piano to be sold by a private party. First class condition. Terms reasonable. Call or write the Sun for information.: [707, 1384, 848, 1456]
church-entry: Pleasant Valley Baptist Church, Rosedale, Kan.: [102, 1200, 245, 1222]
